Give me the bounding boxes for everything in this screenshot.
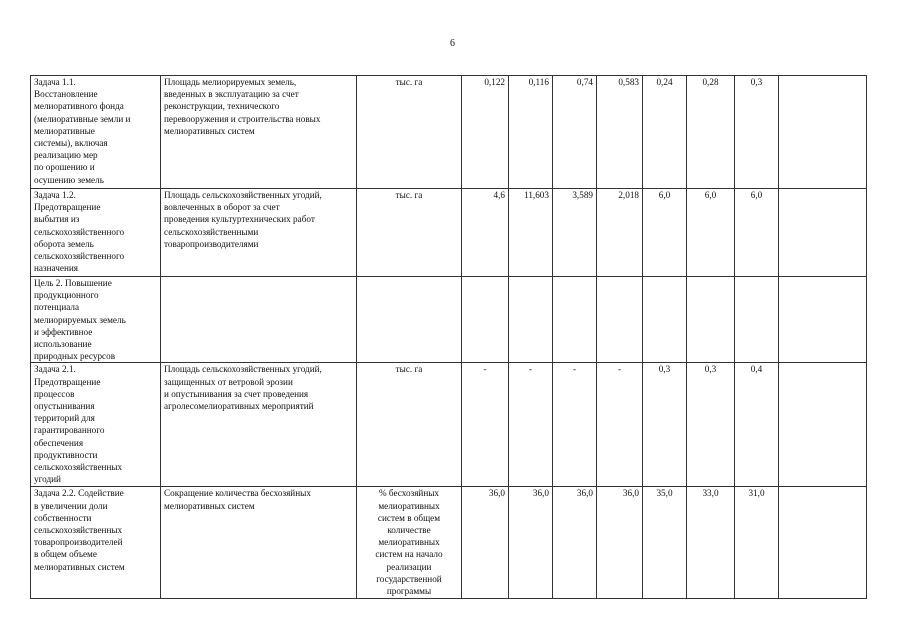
value-cell: 31,0 bbox=[735, 487, 779, 599]
value-cell: 0,116 bbox=[509, 76, 553, 189]
value-cell: 3,589 bbox=[553, 189, 597, 277]
value-cell: 0,3 bbox=[735, 76, 779, 189]
empty-cell bbox=[779, 76, 867, 189]
value-cell bbox=[597, 277, 643, 363]
indicator-cell: Площадь сельскохозяйственных угодий, вовлеченных в оборот за счет проведения культуртехнических работ сельскохозяйственными товаропроизводителями bbox=[161, 189, 357, 277]
value-cell: 0,583 bbox=[597, 76, 643, 189]
value-cell: 36,0 bbox=[597, 487, 643, 599]
goal-cell: Задача 2.1. Предотвращение процессов опустынивания территорий для гарантированного обеспечения продуктивности сельскохозяйственных угодий bbox=[31, 363, 161, 487]
indicator-cell bbox=[161, 277, 357, 363]
empty-cell bbox=[779, 363, 867, 487]
value-cell: 6,0 bbox=[735, 189, 779, 277]
value-cell: 6,0 bbox=[643, 189, 687, 277]
goal-cell: Задача 1.2. Предотвращение выбытия из сельскохозяйственного оборота земель сельскохозяйственного назначения bbox=[31, 189, 161, 277]
value-cell: 35,0 bbox=[643, 487, 687, 599]
value-cell: 36,0 bbox=[509, 487, 553, 599]
value-cell: 6,0 bbox=[687, 189, 735, 277]
unit-cell: тыс. га bbox=[357, 189, 462, 277]
value-cell: - bbox=[462, 363, 509, 487]
value-cell: - bbox=[553, 363, 597, 487]
empty-cell bbox=[779, 487, 867, 599]
table-row bbox=[31, 189, 867, 277]
value-cell bbox=[735, 277, 779, 363]
table-row bbox=[31, 277, 867, 363]
value-cell: 0,24 bbox=[643, 76, 687, 189]
value-cell: 0,28 bbox=[687, 76, 735, 189]
goal-cell: Цель 2. Повышение продукционного потенциала мелиорируемых земель и эффективное использование природных ресурсов bbox=[31, 277, 161, 363]
page-number: 6 bbox=[450, 38, 455, 49]
indicators-table bbox=[30, 75, 867, 599]
goal-cell: Задача 1.1. Восстановление мелиоративного фонда (мелиоративные земли и мелиоративные системы), включая реализацию мер по орошению и осушению земель bbox=[31, 76, 161, 189]
value-cell bbox=[509, 277, 553, 363]
value-cell: 0,4 bbox=[735, 363, 779, 487]
value-cell: 36,0 bbox=[553, 487, 597, 599]
value-cell: 33,0 bbox=[687, 487, 735, 599]
value-cell: 0,74 bbox=[553, 76, 597, 189]
value-cell: 11,603 bbox=[509, 189, 553, 277]
value-cell: - bbox=[509, 363, 553, 487]
goal-cell: Задача 2.2. Содействие в увеличении доли собственности сельскохозяйственных товаропроизводителей в общем объеме мелиоративных систем bbox=[31, 487, 161, 599]
value-cell: 0,3 bbox=[687, 363, 735, 487]
value-cell: 0,3 bbox=[643, 363, 687, 487]
unit-cell: тыс. га bbox=[357, 76, 462, 189]
unit-cell: тыс. га bbox=[357, 363, 462, 487]
empty-cell bbox=[779, 277, 867, 363]
unit-cell bbox=[357, 277, 462, 363]
value-cell bbox=[553, 277, 597, 363]
value-cell: 4,6 bbox=[462, 189, 509, 277]
table-row bbox=[31, 76, 867, 189]
empty-cell bbox=[779, 189, 867, 277]
indicator-cell: Площадь сельскохозяйственных угодий, защищенных от ветровой эрозии и опустынивания за счет проведения агролесомелиоративных мероприятий bbox=[161, 363, 357, 487]
value-cell: 0,122 bbox=[462, 76, 509, 189]
indicator-cell: Сокращение количества бесхозяйных мелиоративных систем bbox=[161, 487, 357, 599]
table-row bbox=[31, 487, 867, 599]
table-row bbox=[31, 363, 867, 487]
unit-cell: % бесхозяйных мелиоративных систем в общем количестве мелиоративных систем на начало реализации государственной программы bbox=[357, 487, 462, 599]
indicator-cell: Площадь мелиорируемых земель, введенных в эксплуатацию за счет реконструкции, технического перевооружения и строительства новых мелиоративных систем bbox=[161, 76, 357, 189]
value-cell: - bbox=[597, 363, 643, 487]
value-cell: 2,018 bbox=[597, 189, 643, 277]
value-cell: 36,0 bbox=[462, 487, 509, 599]
value-cell bbox=[687, 277, 735, 363]
value-cell bbox=[643, 277, 687, 363]
value-cell bbox=[462, 277, 509, 363]
